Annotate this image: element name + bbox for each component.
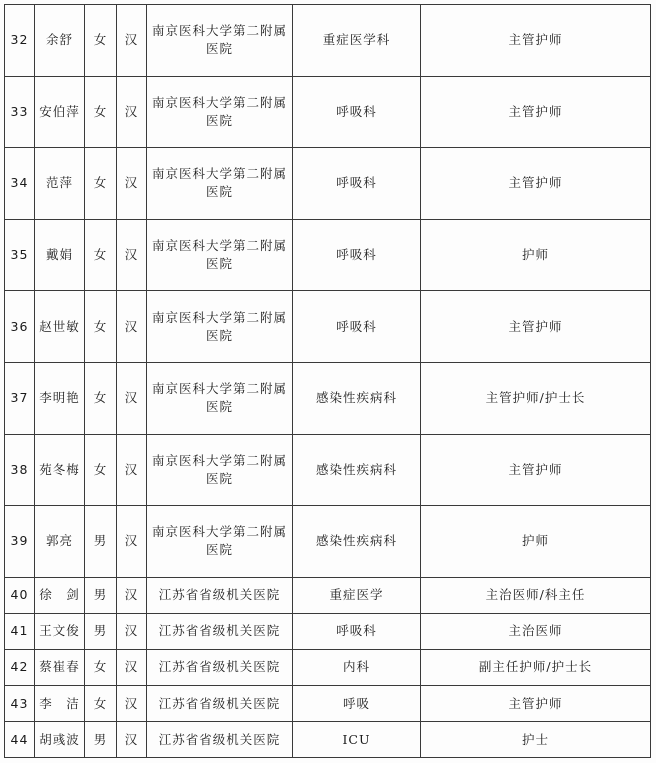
department-cell: 呼吸科: [293, 148, 421, 220]
table-row: [5, 148, 651, 220]
hospital-cell: [147, 219, 293, 291]
row-number: 43: [5, 686, 35, 722]
row-number: 40: [5, 577, 35, 613]
table-row: [5, 577, 651, 613]
gender-cell: 男: [85, 613, 117, 649]
gender-cell: 女: [85, 291, 117, 363]
hospital-name-line: 南京医科大学第二附属: [151, 94, 287, 110]
job-title-cell: 护师: [421, 219, 651, 291]
table-row: [5, 686, 651, 722]
hospital-cell: [147, 649, 293, 685]
department-cell: 重症医学科: [293, 5, 421, 77]
ethnicity-cell: 汉: [117, 5, 147, 77]
gender-cell: 女: [85, 148, 117, 220]
table-row: [5, 291, 651, 363]
hospital-cell: [147, 577, 293, 613]
ethnicity-cell: 汉: [117, 686, 147, 722]
table-row: [5, 506, 651, 578]
hospital-cell: [147, 722, 293, 758]
gender-cell: 女: [85, 649, 117, 685]
department-cell: 感染性疾病科: [293, 506, 421, 578]
hospital-name-line: 医院: [205, 542, 233, 558]
gender-cell: 女: [85, 5, 117, 77]
job-title-cell: 主管护师: [421, 5, 651, 77]
ethnicity-cell: 汉: [117, 76, 147, 148]
job-title-cell: 主管护师/护士长: [421, 362, 651, 434]
hospital-cell: [147, 291, 293, 363]
row-number: 36: [5, 291, 35, 363]
ethnicity-cell: 汉: [117, 362, 147, 434]
hospital-cell: [147, 362, 293, 434]
gender-cell: 女: [85, 219, 117, 291]
person-name: 李 洁: [35, 686, 85, 722]
person-name: 李明艳: [35, 362, 85, 434]
hospital-cell: [147, 686, 293, 722]
row-number: 35: [5, 219, 35, 291]
hospital-name-line: 南京医科大学第二附属: [151, 524, 287, 540]
table-row: [5, 613, 651, 649]
hospital-cell: [147, 76, 293, 148]
person-name: 苑冬梅: [35, 434, 85, 506]
job-title-cell: 主治医师/科主任: [421, 577, 651, 613]
ethnicity-cell: 汉: [117, 434, 147, 506]
gender-cell: 男: [85, 577, 117, 613]
person-name: 郭亮: [35, 506, 85, 578]
gender-cell: 男: [85, 722, 117, 758]
hospital-name-line: 南京医科大学第二附属: [151, 23, 287, 39]
department-cell: 呼吸科: [293, 76, 421, 148]
hospital-name-line: 医院: [205, 41, 233, 57]
department-cell: 感染性疾病科: [293, 434, 421, 506]
job-title-cell: 主管护师: [421, 434, 651, 506]
job-title-cell: 主管护师: [421, 291, 651, 363]
hospital-cell: [147, 5, 293, 77]
gender-cell: 女: [85, 686, 117, 722]
hospital-name-line: 江苏省省级机关医院: [158, 659, 281, 675]
person-name: 徐 剑: [35, 577, 85, 613]
department-cell: 呼吸: [293, 686, 421, 722]
department-cell: 重症医学: [293, 577, 421, 613]
ethnicity-cell: 汉: [117, 506, 147, 578]
person-name: 余舒: [35, 5, 85, 77]
person-name: 胡彧波: [35, 722, 85, 758]
table-row: [5, 5, 651, 77]
row-number: 37: [5, 362, 35, 434]
hospital-cell: [147, 506, 293, 578]
department-cell: 呼吸科: [293, 613, 421, 649]
row-number: 34: [5, 148, 35, 220]
hospital-name-line: 医院: [205, 327, 233, 343]
gender-cell: 女: [85, 434, 117, 506]
hospital-name-line: 南京医科大学第二附属: [151, 238, 287, 254]
row-number: 41: [5, 613, 35, 649]
row-number: 33: [5, 76, 35, 148]
table-row: [5, 722, 651, 758]
person-name: 蔡崔春: [35, 649, 85, 685]
hospital-name-line: 南京医科大学第二附属: [151, 452, 287, 468]
person-name: 王文俊: [35, 613, 85, 649]
hospital-cell: [147, 148, 293, 220]
personnel-table: [4, 4, 651, 758]
hospital-name-line: 江苏省省级机关医院: [158, 695, 281, 711]
person-name: 范萍: [35, 148, 85, 220]
ethnicity-cell: 汉: [117, 577, 147, 613]
row-number: 42: [5, 649, 35, 685]
ethnicity-cell: 汉: [117, 219, 147, 291]
hospital-name-line: 江苏省省级机关医院: [158, 731, 281, 747]
hospital-name-line: 南京医科大学第二附属: [151, 166, 287, 182]
table-row: [5, 649, 651, 685]
row-number: 38: [5, 434, 35, 506]
hospital-name-line: 江苏省省级机关医院: [158, 623, 281, 639]
table-row: [5, 434, 651, 506]
job-title-cell: 主管护师: [421, 76, 651, 148]
job-title-cell: 护师: [421, 506, 651, 578]
job-title-cell: 主管护师: [421, 686, 651, 722]
person-name: 赵世敏: [35, 291, 85, 363]
gender-cell: 女: [85, 362, 117, 434]
department-cell: 呼吸科: [293, 291, 421, 363]
row-number: 32: [5, 5, 35, 77]
row-number: 39: [5, 506, 35, 578]
gender-cell: 男: [85, 506, 117, 578]
person-name: 戴娟: [35, 219, 85, 291]
ethnicity-cell: 汉: [117, 722, 147, 758]
hospital-name-line: 医院: [205, 399, 233, 415]
department-cell: ICU: [293, 722, 421, 758]
table-row: [5, 219, 651, 291]
hospital-name-line: 南京医科大学第二附属: [151, 381, 287, 397]
table-row: [5, 362, 651, 434]
job-title-cell: 主治医师: [421, 613, 651, 649]
job-title-cell: 主管护师: [421, 148, 651, 220]
row-number: 44: [5, 722, 35, 758]
ethnicity-cell: 汉: [117, 649, 147, 685]
hospital-cell: [147, 434, 293, 506]
person-name: 安伯萍: [35, 76, 85, 148]
table-body: [5, 5, 651, 758]
department-cell: 感染性疾病科: [293, 362, 421, 434]
ethnicity-cell: 汉: [117, 613, 147, 649]
hospital-name-line: 医院: [205, 256, 233, 272]
hospital-name-line: 医院: [205, 112, 233, 128]
department-cell: 呼吸科: [293, 219, 421, 291]
gender-cell: 女: [85, 76, 117, 148]
hospital-name-line: 医院: [205, 184, 233, 200]
hospital-name-line: 医院: [205, 470, 233, 486]
hospital-name-line: 南京医科大学第二附属: [151, 309, 287, 325]
job-title-cell: 护士: [421, 722, 651, 758]
table-row: [5, 76, 651, 148]
job-title-cell: 副主任护师/护士长: [421, 649, 651, 685]
ethnicity-cell: 汉: [117, 148, 147, 220]
hospital-name-line: 江苏省省级机关医院: [158, 587, 281, 603]
ethnicity-cell: 汉: [117, 291, 147, 363]
hospital-cell: [147, 613, 293, 649]
department-cell: 内科: [293, 649, 421, 685]
